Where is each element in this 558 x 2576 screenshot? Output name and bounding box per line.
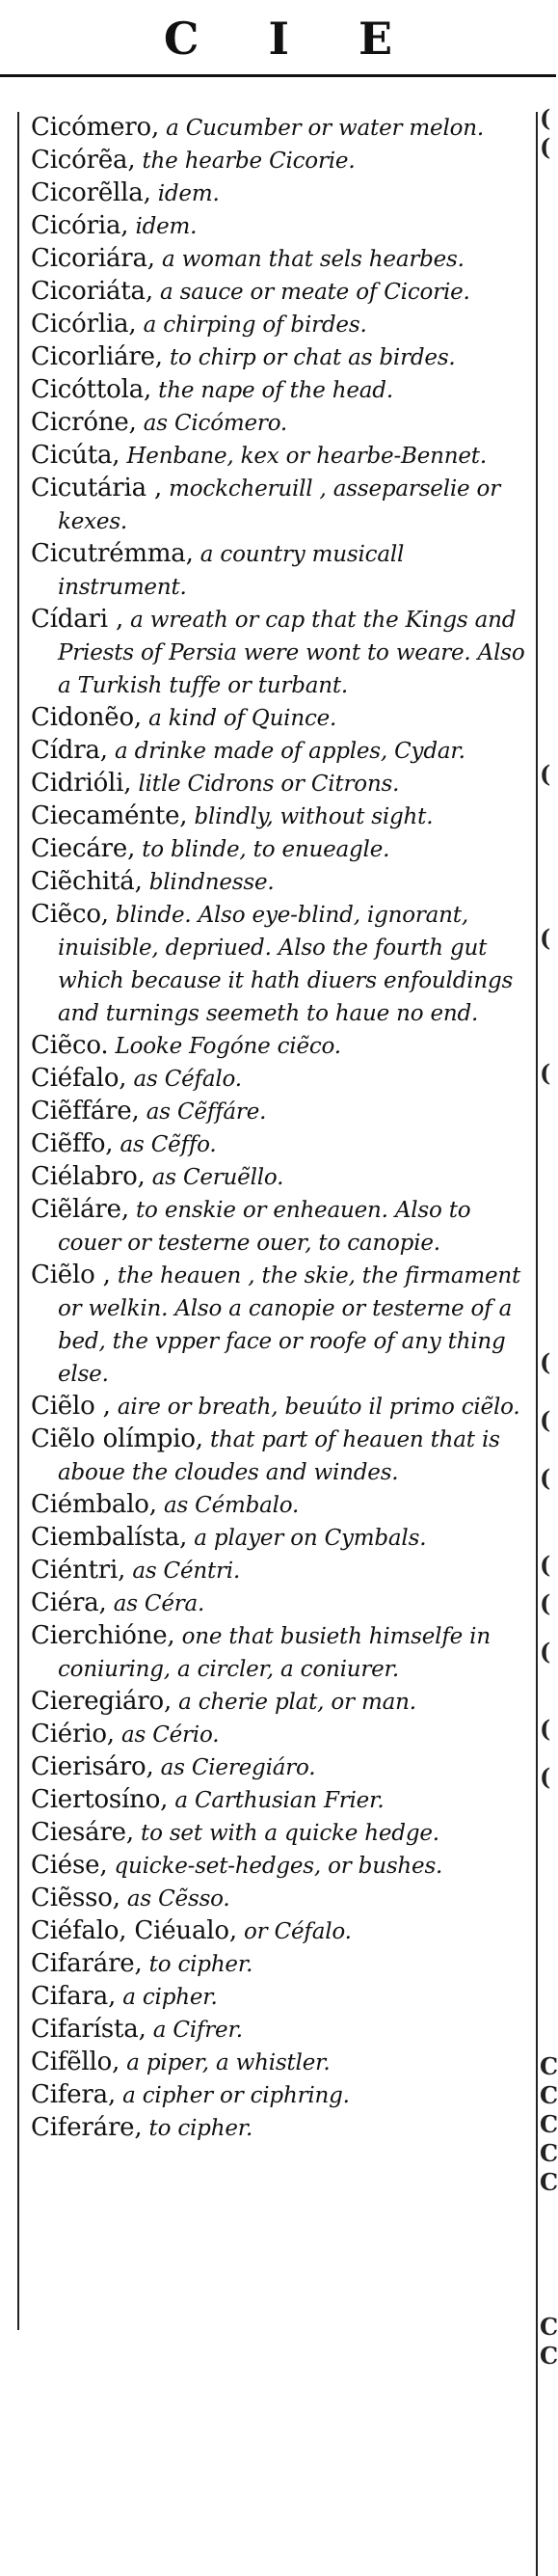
margin-character: C xyxy=(540,2081,558,2109)
entry-headword: Cierisáro, xyxy=(31,1752,154,1781)
dictionary-entry xyxy=(31,1489,532,1522)
entry-definition: as Cẽffáre. xyxy=(139,1099,267,1125)
entry-headword: Ciẽffáre, xyxy=(31,1097,140,1125)
dictionary-entry xyxy=(31,309,532,341)
adjacent-column-fragment xyxy=(540,0,556,2576)
entry-definition: one that busieth himselfe in coniuring, a circler, a coniurer. xyxy=(58,1624,491,1682)
entry-definition: idem. xyxy=(150,181,220,206)
dictionary-entry xyxy=(31,374,532,407)
entry-headword: Ciesáre, xyxy=(31,1818,134,1847)
entry-headword: Cidrióli, xyxy=(31,769,132,798)
dictionary-entry xyxy=(31,2112,532,2145)
dictionary-entry xyxy=(31,1424,532,1489)
dictionary-entry xyxy=(31,702,532,735)
entry-headword: Ciecáre, xyxy=(31,834,136,863)
dictionary-entry xyxy=(31,1096,532,1128)
dictionary-entry xyxy=(31,1686,532,1719)
margin-character: ( xyxy=(540,1059,551,1087)
dictionary-entry xyxy=(31,2014,532,2047)
entry-headword: Cídari , xyxy=(31,605,124,634)
entry-headword: Cicorẽlla, xyxy=(31,178,151,207)
dictionary-entry xyxy=(31,604,532,702)
entry-definition: to cipher. xyxy=(142,2116,253,2141)
margin-character: C xyxy=(540,2342,558,2370)
entry-definition: as Céfalo. xyxy=(126,1067,242,1092)
dictionary-entry xyxy=(31,1915,532,1948)
entry-headword: Cicróne, xyxy=(31,408,137,437)
dictionary-entry xyxy=(31,1161,532,1194)
dictionary-entry xyxy=(31,1063,532,1096)
entry-definition: to cipher. xyxy=(142,1952,253,1977)
entry-headword: Cicóttola, xyxy=(31,375,152,404)
margin-character: ( xyxy=(540,1406,551,1434)
entry-definition: a woman that sels hearbes. xyxy=(154,247,465,272)
entry-definition: a piper, a whistler. xyxy=(120,2050,331,2075)
entry-definition: a Cifrer. xyxy=(146,2018,243,2043)
dictionary-entry xyxy=(31,341,532,374)
dictionary-entry xyxy=(31,538,532,604)
entry-definition: as Céra. xyxy=(106,1591,205,1616)
entry-headword: Ciecaménte, xyxy=(31,801,188,830)
dictionary-entry xyxy=(31,407,532,440)
margin-character: ( xyxy=(540,104,551,132)
dictionary-entry xyxy=(31,1817,532,1850)
entry-definition: as Cério. xyxy=(114,1722,220,1748)
dictionary-entries xyxy=(31,112,532,2145)
entry-headword: Ciẽchitá, xyxy=(31,867,143,896)
entry-headword: Cicórlia, xyxy=(31,310,137,339)
page-header xyxy=(0,0,556,77)
entry-headword: Cifara, xyxy=(31,1982,117,2011)
entry-headword: Cifẽllo, xyxy=(31,2047,120,2076)
entry-definition: a cherie plat, or man. xyxy=(172,1690,416,1715)
entry-definition: as Céntri. xyxy=(125,1559,241,1584)
entry-definition: a sauce or meate of Cicorie. xyxy=(152,280,470,305)
entry-definition: aire or breath, beuúto il primo ciẽlo. xyxy=(110,1395,520,1420)
margin-character: C xyxy=(540,2313,558,2341)
dictionary-entry xyxy=(31,1391,532,1424)
dictionary-entry xyxy=(31,1194,532,1260)
entry-headword: Ciẽlo , xyxy=(31,1261,111,1289)
entry-definition: a wreath or cap that the Kings and Priests of Persia were wont to weare. Also a Turkish tuffe or turbant. xyxy=(58,608,525,698)
entry-headword: Ciertosíno, xyxy=(31,1785,169,1814)
entry-definition: the nape of the head. xyxy=(151,378,393,403)
entry-definition: a country musicall instrument. xyxy=(58,542,405,600)
entry-headword: Cicorliáre, xyxy=(31,342,163,371)
entry-definition: blindnesse. xyxy=(142,870,275,895)
entry-definition: to blinde, to enueagle. xyxy=(135,837,390,862)
margin-character: C xyxy=(540,2139,558,2167)
dictionary-entry xyxy=(31,2047,532,2079)
margin-character: C xyxy=(540,2110,558,2138)
margin-character: C xyxy=(540,2052,558,2080)
entry-headword: Ciẽlo , xyxy=(31,1392,111,1421)
left-column-rule xyxy=(17,112,19,2330)
entry-headword: Cídra, xyxy=(31,736,108,765)
entry-definition: that part of heauen that is aboue the cloudes and windes. xyxy=(58,1427,500,1485)
dictionary-entry xyxy=(31,1981,532,2014)
entry-definition: or Céfalo. xyxy=(236,1919,352,1944)
dictionary-entry xyxy=(31,833,532,866)
entry-definition: idem. xyxy=(128,214,198,239)
entry-headword: Cicómero, xyxy=(31,113,160,142)
entry-definition: to set with a quicke hedge. xyxy=(133,1821,439,1846)
dictionary-entry xyxy=(31,210,532,243)
entry-headword: Cieregiáro, xyxy=(31,1687,173,1716)
entry-definition: the heauen , the skie, the firmament or welkin. Also a canopie or testerne of a bed, the vpper face or roofe of any thing else. xyxy=(58,1263,521,1387)
dictionary-entry xyxy=(31,768,532,800)
margin-character: ( xyxy=(540,1348,551,1376)
dictionary-entry xyxy=(31,1522,532,1555)
dictionary-entry xyxy=(31,735,532,768)
entry-headword: Ciéfalo, Ciéualo, xyxy=(31,1916,237,1945)
dictionary-entry xyxy=(31,1751,532,1784)
dictionary-entry xyxy=(31,177,532,210)
entry-definition: to enskie or enheauen. Also to couer or testerne ouer, to canopie. xyxy=(58,1198,471,1256)
dictionary-entry xyxy=(31,1620,532,1686)
dictionary-entry xyxy=(31,145,532,177)
margin-character: ( xyxy=(540,133,551,161)
margin-character: ( xyxy=(540,1551,551,1579)
entry-headword: Cifaráre, xyxy=(31,1949,143,1978)
entry-definition: litle Cidrons or Citrons. xyxy=(131,772,400,797)
entry-definition: mockcheruill , asseparselie or kexes. xyxy=(58,476,500,534)
entry-headword: Ciẽlo olímpio, xyxy=(31,1424,203,1453)
entry-headword: Ciélabro, xyxy=(31,1162,146,1191)
entry-definition: a cipher or ciphring. xyxy=(116,2083,350,2108)
entry-definition: as Cémbalo. xyxy=(156,1493,300,1518)
entry-headword: Cierchióne, xyxy=(31,1621,175,1650)
dictionary-entry xyxy=(31,1260,532,1391)
entry-definition: quicke-set-hedges, or bushes. xyxy=(107,1854,443,1879)
entry-definition: blinde. Also eye-blind, ignorant, inuisible, depriued. Also the fourth gut which because it hath diuers enfouldings and turnings seemeth to haue no end. xyxy=(58,903,514,1026)
entry-definition: Henbane, kex or hearbe-Bennet. xyxy=(120,444,487,469)
entry-definition: Looke Fogóne ciẽco. xyxy=(108,1034,341,1059)
dictionary-entry xyxy=(31,1784,532,1817)
entry-headword: Cicutrémma, xyxy=(31,539,194,568)
entry-definition: as Cẽsso. xyxy=(120,1886,230,1912)
dictionary-entry xyxy=(31,800,532,833)
margin-character: ( xyxy=(540,1763,551,1791)
entry-headword: Cifarísta, xyxy=(31,2015,146,2044)
entry-definition: as Cieregiáro. xyxy=(153,1755,316,1780)
entry-definition: a kind of Quince. xyxy=(141,706,337,731)
entry-headword: Cicoriáta, xyxy=(31,277,153,306)
entry-headword: Ciẽsso, xyxy=(31,1884,120,1912)
entry-definition: a chirping of birdes. xyxy=(136,312,367,338)
entry-headword: Cicórẽa, xyxy=(31,146,136,175)
entry-headword: Cicória, xyxy=(31,211,129,240)
margin-character: ( xyxy=(540,1589,551,1617)
entry-headword: Ciẽco. xyxy=(31,1031,109,1060)
entry-definition: as Cẽffo. xyxy=(113,1132,217,1157)
entry-definition: a Cucumber or water melon. xyxy=(159,116,484,141)
running-headword: C I E xyxy=(163,13,420,65)
entry-headword: Ciémbalo, xyxy=(31,1490,157,1519)
dictionary-entry xyxy=(31,112,532,145)
entry-headword: Ciéfalo, xyxy=(31,1064,127,1093)
entry-headword: Ciẽláre, xyxy=(31,1195,129,1224)
entry-headword: Ciẽffo, xyxy=(31,1129,114,1158)
dictionary-entry xyxy=(31,440,532,473)
right-column-rule xyxy=(536,112,538,2576)
entry-headword: Ciério, xyxy=(31,1720,115,1749)
entry-definition: a Carthusian Frier. xyxy=(168,1788,385,1813)
entry-definition: the hearbe Cicorie. xyxy=(135,149,356,174)
entry-definition: as Cicómero. xyxy=(136,411,288,436)
dictionary-entry xyxy=(31,1719,532,1751)
dictionary-entry xyxy=(31,1555,532,1587)
dictionary-entry xyxy=(31,1883,532,1915)
dictionary-entry xyxy=(31,2079,532,2112)
entry-headword: Cicoriára, xyxy=(31,244,155,273)
dictionary-entry xyxy=(31,1030,532,1063)
margin-character: ( xyxy=(540,1464,551,1492)
dictionary-entry xyxy=(31,243,532,276)
entry-definition: as Ceruẽllo. xyxy=(145,1165,284,1190)
entry-definition: a player on Cymbals. xyxy=(187,1526,427,1551)
dictionary-entry xyxy=(31,1128,532,1161)
entry-headword: Cicutária , xyxy=(31,474,163,502)
margin-character: ( xyxy=(540,1715,551,1743)
dictionary-entry xyxy=(31,866,532,899)
dictionary-entry xyxy=(31,1587,532,1620)
entry-definition: a drinke made of apples, Cydar. xyxy=(107,739,465,764)
entry-definition: a cipher. xyxy=(116,1985,218,2010)
dictionary-entry xyxy=(31,1948,532,1981)
dictionary-entry xyxy=(31,473,532,538)
entry-headword: Cidonẽo, xyxy=(31,703,142,732)
margin-character: C xyxy=(540,2168,558,2196)
entry-headword: Ciése, xyxy=(31,1851,108,1880)
entry-headword: Cicúta, xyxy=(31,441,120,470)
margin-character: ( xyxy=(540,924,551,952)
entry-definition: to chirp or chat as birdes. xyxy=(162,345,456,370)
margin-character: ( xyxy=(540,760,551,788)
dictionary-entry xyxy=(31,1850,532,1883)
entry-headword: Ciéntri, xyxy=(31,1556,126,1585)
entry-headword: Ciembalísta, xyxy=(31,1523,188,1552)
entry-headword: Ciferáre, xyxy=(31,2113,143,2142)
margin-character: ( xyxy=(540,1638,551,1666)
entry-headword: Ciẽco, xyxy=(31,900,109,929)
entry-definition: blindly, without sight. xyxy=(187,804,434,829)
entry-headword: Cifera, xyxy=(31,2080,117,2109)
dictionary-entry xyxy=(31,899,532,1030)
dictionary-entry xyxy=(31,276,532,309)
entry-headword: Ciéra, xyxy=(31,1588,107,1617)
